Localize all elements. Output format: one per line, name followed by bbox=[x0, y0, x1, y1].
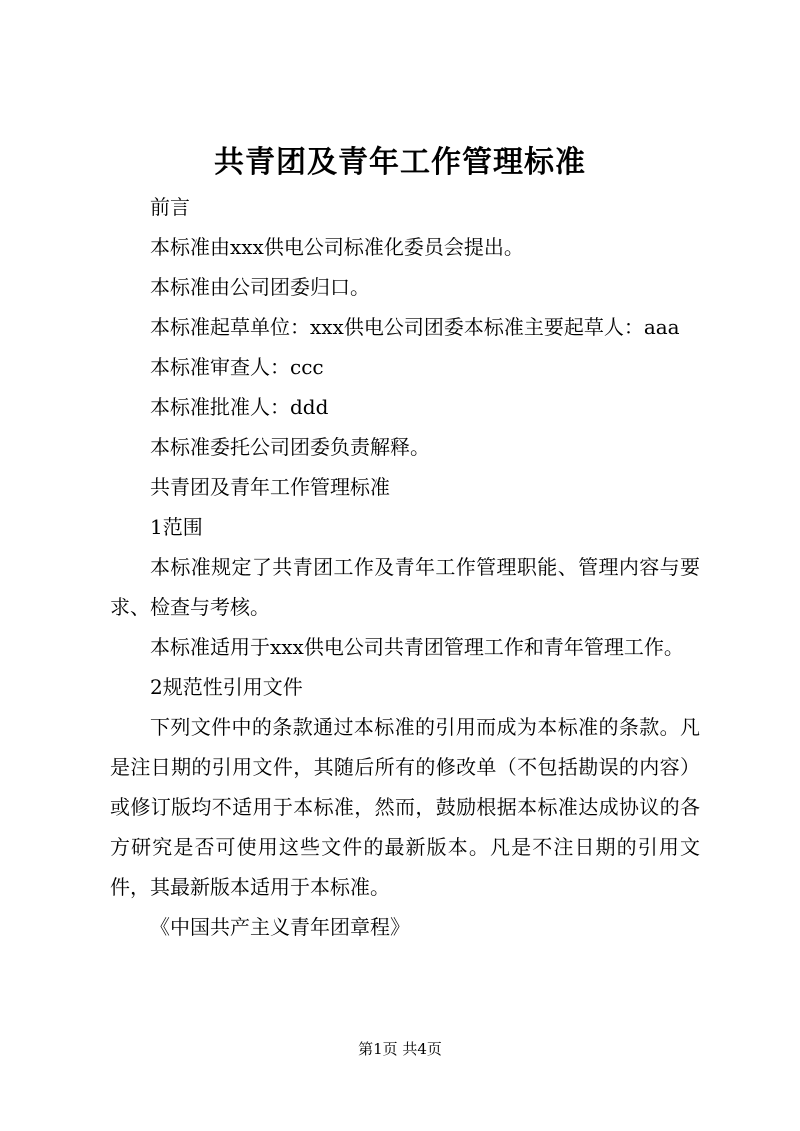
page-footer: 第1页 共4页 bbox=[358, 1040, 442, 1058]
paragraph-standard-name: 共青团及青年工作管理标准 bbox=[150, 475, 390, 499]
paragraph-normative-references: 下列文件中的条款通过本标准的引用而成为本标准的条款。凡是注日期的引用文件，其随后所有的修改单（不包括勘误的内容）或修订版均不适用于本标准，然而，鼓励根据本标准达成协议的各方研究是否可使用这些文件的最新版本。凡是不注日期的引用文件，其最新版本适用于本标准。 bbox=[110, 715, 700, 899]
document-title: 共青团及青年工作管理标准 bbox=[214, 145, 586, 180]
paragraph-reference-document: 《中国共产主义青年团章程》 bbox=[150, 915, 410, 939]
paragraph-reviewer: 本标准审查人：ccc bbox=[150, 355, 324, 379]
paragraph-drafting-unit: 本标准起草单位：xxx供电公司团委本标准主要起草人：aaa bbox=[150, 315, 680, 339]
paragraph-preface: 前言 bbox=[150, 195, 190, 219]
document-body bbox=[110, 187, 700, 947]
paragraph-approver: 本标准批准人：ddd bbox=[150, 395, 329, 419]
section-heading-normative-references: 2规范性引用文件 bbox=[150, 675, 303, 699]
paragraph-responsible-department: 本标准由公司团委归口。 bbox=[150, 275, 370, 299]
paragraph-interpretation: 本标准委托公司团委负责解释。 bbox=[150, 435, 430, 459]
paragraph-scope-applicability: 本标准适用于xxx供电公司共青团管理工作和青年管理工作。 bbox=[150, 635, 684, 659]
paragraph-scope-content: 本标准规定了共青团工作及青年工作管理职能、管理内容与要求、检查与考核。 bbox=[110, 555, 700, 619]
paragraph-proposer: 本标准由xxx供电公司标准化委员会提出。 bbox=[150, 235, 524, 259]
section-heading-scope: 1范围 bbox=[150, 515, 203, 539]
